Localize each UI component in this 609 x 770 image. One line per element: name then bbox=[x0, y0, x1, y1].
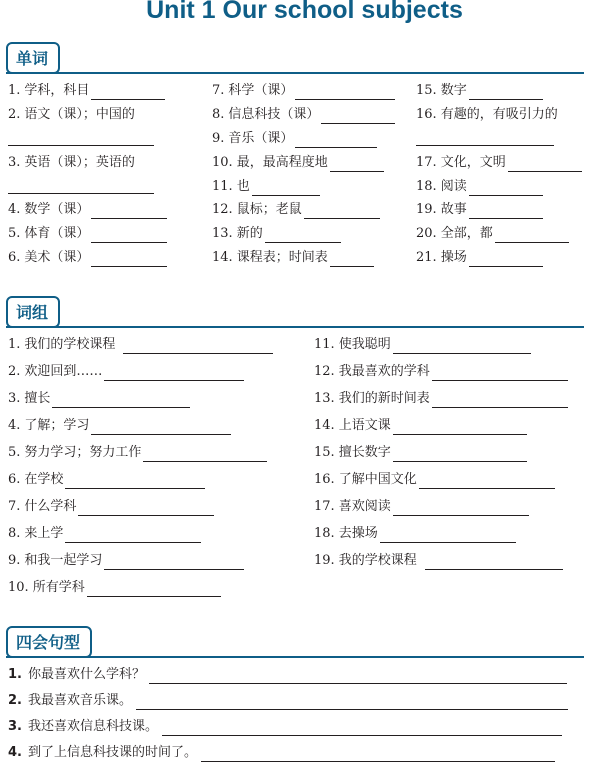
answer-blank[interactable] bbox=[380, 528, 516, 543]
section-divider bbox=[6, 326, 584, 328]
answer-blank[interactable] bbox=[425, 555, 563, 570]
answer-blank[interactable] bbox=[495, 228, 569, 243]
answer-blank[interactable] bbox=[65, 474, 205, 489]
answer-blank[interactable] bbox=[330, 157, 384, 172]
answer-blank[interactable] bbox=[321, 109, 395, 124]
word-item-1: 1. 学科，科目 bbox=[8, 82, 165, 100]
answer-blank[interactable] bbox=[469, 85, 543, 100]
answer-blank[interactable] bbox=[304, 204, 380, 219]
phrase-item-6: 6. 在学校 bbox=[8, 471, 205, 489]
answer-blank[interactable] bbox=[252, 181, 320, 196]
sentence-item-2: 2. 我最喜欢音乐课。 bbox=[8, 692, 568, 710]
answer-blank[interactable] bbox=[8, 192, 154, 194]
answer-blank[interactable] bbox=[91, 252, 167, 267]
sentence-item-3: 3. 我还喜欢信息科技课。 bbox=[8, 718, 562, 736]
word-item-15: 15. 数字 bbox=[416, 82, 543, 100]
answer-blank[interactable] bbox=[143, 447, 267, 462]
words-section-header bbox=[6, 42, 584, 74]
phrases-heading: 词组 bbox=[6, 296, 60, 328]
answer-blank[interactable] bbox=[393, 447, 527, 462]
answer-blank[interactable] bbox=[52, 393, 190, 408]
answer-blank[interactable] bbox=[136, 695, 568, 710]
answer-blank[interactable] bbox=[8, 144, 154, 146]
word-item-11: 11. 也 bbox=[212, 178, 320, 196]
phrase-item-10: 10. 所有学科 bbox=[8, 579, 221, 597]
answer-blank[interactable] bbox=[432, 393, 568, 408]
answer-blank[interactable] bbox=[123, 339, 273, 354]
answer-blank[interactable] bbox=[393, 420, 527, 435]
phrase-item-4: 4. 了解；学习 bbox=[8, 417, 231, 435]
section-divider bbox=[6, 656, 584, 658]
answer-blank[interactable] bbox=[201, 747, 555, 762]
phrase-item-19: 19. 我的学校课程 bbox=[314, 552, 563, 570]
answer-blank[interactable] bbox=[104, 366, 244, 381]
answer-blank[interactable] bbox=[469, 252, 543, 267]
phrase-item-11: 11. 使我聪明 bbox=[314, 336, 531, 354]
phrase-item-15: 15. 擅长数字 bbox=[314, 444, 527, 462]
phrase-item-8: 8. 来上学 bbox=[8, 525, 201, 543]
phrase-item-7: 7. 什么学科 bbox=[8, 498, 214, 516]
phrase-item-1: 1. 我们的学校课程 bbox=[8, 336, 273, 354]
word-item-12: 12. 鼠标；老鼠 bbox=[212, 201, 380, 219]
answer-blank[interactable] bbox=[469, 181, 543, 196]
answer-blank[interactable] bbox=[65, 528, 201, 543]
phrase-item-3: 3. 擅长 bbox=[8, 390, 190, 408]
answer-blank[interactable] bbox=[91, 85, 165, 100]
answer-blank[interactable] bbox=[149, 669, 567, 684]
word-item-5: 5. 体育（课） bbox=[8, 225, 167, 243]
word-item-13: 13. 新的 bbox=[212, 225, 341, 243]
answer-blank[interactable] bbox=[91, 228, 167, 243]
answer-blank[interactable] bbox=[469, 204, 543, 219]
section-divider bbox=[6, 72, 584, 74]
word-item-6: 6. 美术（课） bbox=[8, 249, 167, 267]
answer-blank[interactable] bbox=[432, 366, 568, 381]
words-heading: 单词 bbox=[6, 42, 60, 74]
answer-blank[interactable] bbox=[91, 204, 167, 219]
word-item-7: 7. 科学（课） bbox=[212, 82, 395, 100]
answer-blank[interactable] bbox=[78, 501, 214, 516]
answer-blank[interactable] bbox=[419, 474, 555, 489]
word-item-18: 18. 阅读 bbox=[416, 178, 543, 196]
word-item-16: 16. 有趣的，有吸引力的 bbox=[416, 107, 558, 122]
phrase-item-2: 2. 欢迎回到…… bbox=[8, 363, 244, 381]
phrase-item-18: 18. 去操场 bbox=[314, 525, 516, 543]
answer-blank[interactable] bbox=[508, 157, 582, 172]
answer-blank[interactable] bbox=[265, 228, 341, 243]
answer-blank[interactable] bbox=[416, 144, 554, 146]
phrase-item-17: 17. 喜欢阅读 bbox=[314, 498, 529, 516]
phrase-item-12: 12. 我最喜欢的学科 bbox=[314, 363, 568, 381]
answer-blank[interactable] bbox=[295, 85, 395, 100]
page-title: Unit 1 Our school subjects bbox=[146, 0, 463, 24]
word-item-8: 8. 信息科技（课） bbox=[212, 106, 395, 124]
sentences-section-header bbox=[6, 626, 584, 658]
phrases-section-header bbox=[6, 296, 584, 328]
answer-blank[interactable] bbox=[330, 252, 374, 267]
word-item-9: 9. 音乐（课） bbox=[212, 130, 377, 148]
word-item-4: 4. 数学（课） bbox=[8, 201, 167, 219]
word-item-14: 14. 课程表；时间表 bbox=[212, 249, 374, 267]
sentences-heading: 四会句型 bbox=[6, 626, 92, 658]
phrase-item-13: 13. 我们的新时间表 bbox=[314, 390, 568, 408]
word-item-20: 20. 全部，都 bbox=[416, 225, 569, 243]
word-item-19: 19. 故事 bbox=[416, 201, 543, 219]
word-item-2: 2. 语文（课）；中国的 bbox=[8, 107, 135, 122]
answer-blank[interactable] bbox=[295, 133, 377, 148]
answer-blank[interactable] bbox=[104, 555, 244, 570]
word-item-21: 21. 操场 bbox=[416, 249, 543, 267]
phrase-item-16: 16. 了解中国文化 bbox=[314, 471, 555, 489]
answer-blank[interactable] bbox=[162, 721, 562, 736]
word-item-17: 17. 文化，文明 bbox=[416, 154, 582, 172]
answer-blank[interactable] bbox=[91, 420, 231, 435]
phrase-item-14: 14. 上语文课 bbox=[314, 417, 527, 435]
answer-blank[interactable] bbox=[393, 339, 531, 354]
sentence-item-1: 1. 你最喜欢什么学科？ bbox=[8, 666, 567, 684]
sentence-item-4: 4. 到了上信息科技课的时间了。 bbox=[8, 744, 555, 762]
word-item-10: 10. 最，最高程度地 bbox=[212, 154, 384, 172]
phrase-item-5: 5. 努力学习；努力工作 bbox=[8, 444, 267, 462]
answer-blank[interactable] bbox=[87, 582, 221, 597]
word-item-3: 3. 英语（课）；英语的 bbox=[8, 155, 135, 170]
phrase-item-9: 9. 和我一起学习 bbox=[8, 552, 244, 570]
answer-blank[interactable] bbox=[393, 501, 529, 516]
